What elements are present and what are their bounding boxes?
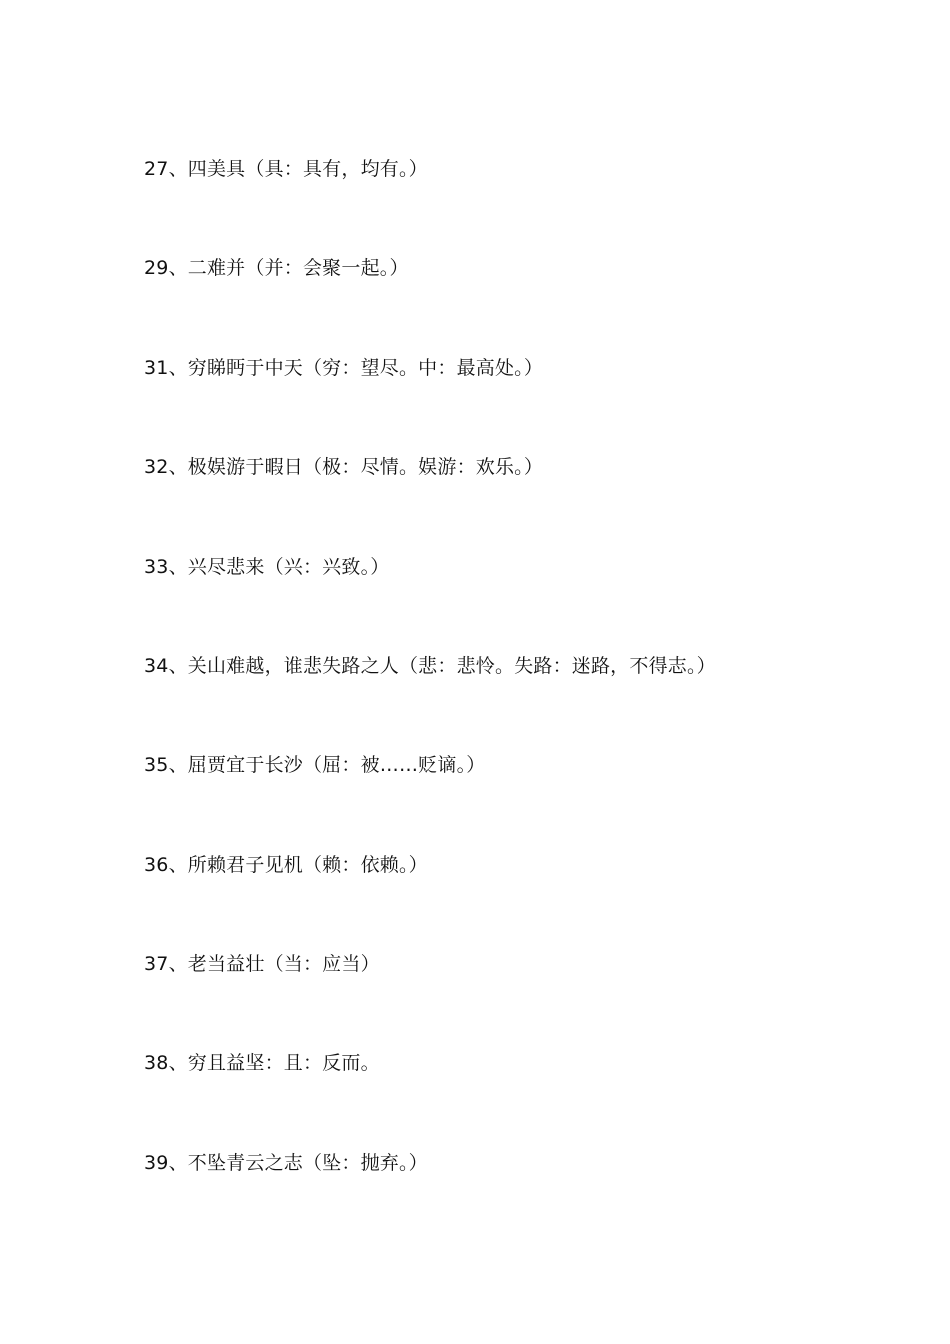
list-item: 37、老当益壮（当：应当） (144, 953, 380, 975)
list-item: 39、不坠青云之志（坠：抛弃。） (144, 1152, 428, 1174)
list-item: 32、极娱游于暇日（极：尽情。娱游：欢乐。） (144, 456, 544, 478)
list-item: 27、四美具（具：具有，均有。） (144, 158, 428, 180)
list-item: 33、兴尽悲来（兴：兴致。） (144, 556, 390, 578)
list-item: 29、二难并（并：会聚一起。） (144, 257, 409, 279)
list-item: 36、所赖君子见机（赖：依赖。） (144, 854, 428, 876)
list-item: 34、关山难越，谁悲失路之人（悲：悲怜。失路：迷路，不得志。） (144, 655, 716, 677)
list-item: 31、穷睇眄于中天（穷：望尽。中：最高处。） (144, 357, 544, 379)
list-item: 38、穷且益坚：且：反而。 (144, 1052, 380, 1074)
list-item: 35、屈贾宜于长沙（屈：被……贬谪。） (144, 754, 486, 776)
